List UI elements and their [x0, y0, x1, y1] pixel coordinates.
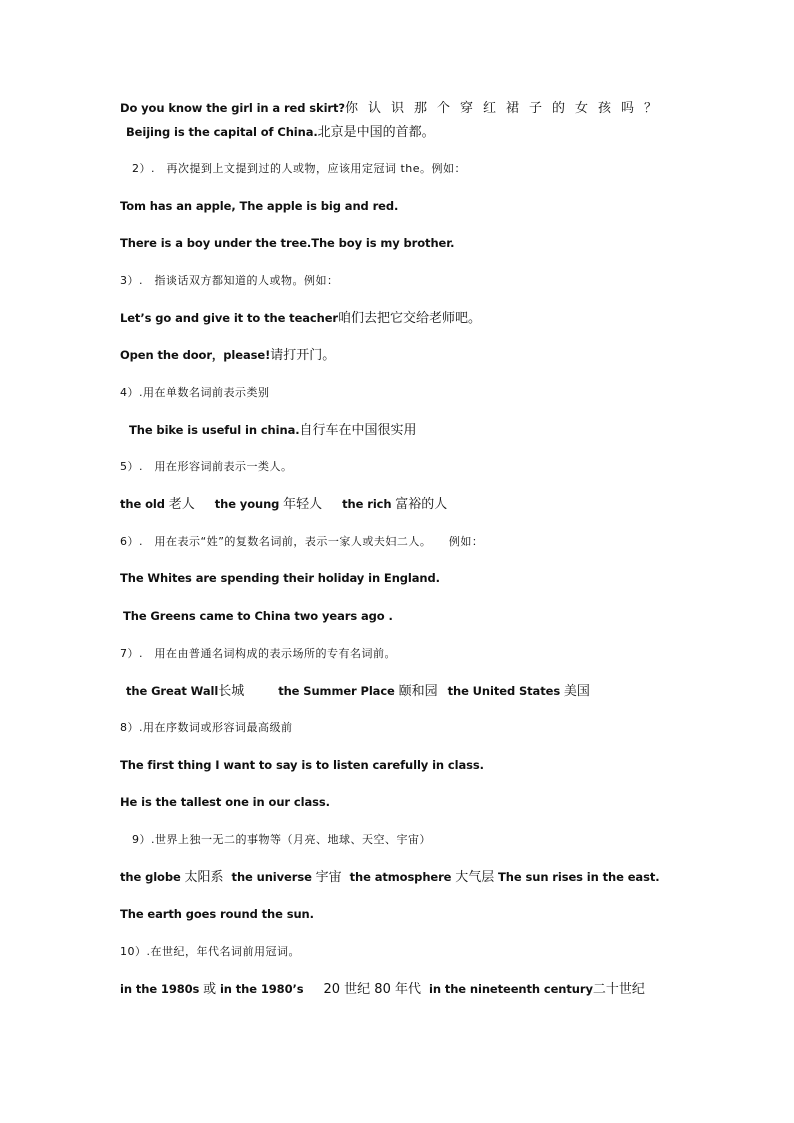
example-line-girl: [120, 100, 667, 117]
english-sentence: The bike is useful in china.: [129, 423, 300, 437]
english-phrase: in the 1980’s: [219, 982, 304, 996]
english-sentence: Do you know the girl in a red skirt?: [120, 101, 345, 115]
chinese-translation: 请打开门。: [270, 348, 336, 363]
chinese-translation: 老人: [168, 497, 195, 512]
example-line-unique-things: [120, 869, 660, 886]
example-line-places: [126, 683, 590, 700]
example-line-earth: The earth goes round the sun.: [120, 907, 314, 921]
english-phrase: the Summer Place: [278, 684, 395, 698]
english-phrase: in the nineteenth century: [428, 982, 593, 996]
english-sentence: Let’s go and give it to the teacher: [120, 311, 338, 325]
chinese-translation: 20 世纪 80 年代: [323, 982, 421, 997]
english-phrase: the Great Wall: [126, 684, 219, 698]
chinese-translation: 宇宙: [315, 870, 342, 885]
chinese-translation: 大气层: [455, 870, 495, 885]
example-line-boy: There is a boy under the tree.The boy is my brother.: [120, 236, 455, 250]
chinese-translation: 太阳系: [184, 870, 224, 885]
english-phrase: the universe: [231, 870, 312, 884]
chinese-word: 或: [203, 982, 217, 997]
rule-heading-6: 6）. 用在表示“姓”的复数名词前，表示一家人或夫妇二人。 例如：: [120, 535, 484, 548]
chinese-translation: 自行车在中国很实用: [299, 423, 417, 438]
english-phrase: the rich: [342, 497, 392, 511]
chinese-translation: 美国: [563, 684, 590, 699]
rule-heading-10: 10）.在世纪，年代名词前用冠词。: [120, 945, 300, 958]
chinese-translation: 北京是中国的首都。: [317, 125, 435, 140]
rule-heading-4: 4）.用在单数名词前表示类别: [120, 386, 270, 399]
example-line-decades: [120, 981, 645, 998]
english-phrase: the atmosphere: [349, 870, 452, 884]
example-line-apple: Tom has an apple, The apple is big and red.: [120, 199, 399, 213]
chinese-translation: 富裕的人: [395, 497, 448, 512]
chinese-translation: 颐和园: [398, 684, 438, 699]
example-line-bike: [129, 422, 417, 439]
example-line-beijing: [126, 124, 435, 141]
rule-heading-2: 2）. 再次提到上文提到过的人或物，应该用定冠词 the。例如：: [132, 162, 467, 175]
example-line-door: [120, 347, 335, 364]
english-phrase: in the 1980s: [120, 982, 200, 996]
rule-heading-3: 3）. 指谈话双方都知道的人或物。例如：: [120, 274, 339, 287]
english-sentence: The sun rises in the east.: [498, 870, 660, 884]
chinese-translation: 二十世纪: [592, 982, 645, 997]
english-phrase: the globe: [120, 870, 181, 884]
example-line-adjectives: [120, 496, 447, 513]
example-line-whites: The Whites are spending their holiday in England.: [120, 571, 440, 585]
english-phrase: the young: [214, 497, 280, 511]
rule-heading-9: 9）.世界上独一无二的事物等（月亮、地球、天空、宇宙）: [132, 833, 431, 846]
example-line-greens: The Greens came to China two years ago .: [123, 609, 393, 623]
rule-heading-5: 5）. 用在形容词前表示一类人。: [120, 460, 293, 473]
chinese-translation: 长城: [218, 684, 245, 699]
english-phrase: the United States: [447, 684, 561, 698]
chinese-translation: 咱们去把它交给老师吧。: [338, 311, 482, 326]
example-line-first-thing: The first thing I want to say is to listen carefully in class.: [120, 758, 484, 772]
example-line-tallest: He is the tallest one in our class.: [120, 795, 330, 809]
rule-heading-8: 8）.用在序数词或形容词最高级前: [120, 721, 293, 734]
rule-heading-7: 7）. 用在由普通名词构成的表示场所的专有名词前。: [120, 647, 396, 660]
chinese-translation: 你认识那个穿红裙子的女孩吗？: [344, 101, 667, 116]
chinese-translation: 年轻人: [283, 497, 323, 512]
english-phrase: the old: [120, 497, 165, 511]
english-sentence: Beijing is the capital of China.: [126, 125, 318, 139]
english-sentence: Open the door，please!: [120, 348, 271, 362]
example-line-teacher: [120, 310, 481, 327]
